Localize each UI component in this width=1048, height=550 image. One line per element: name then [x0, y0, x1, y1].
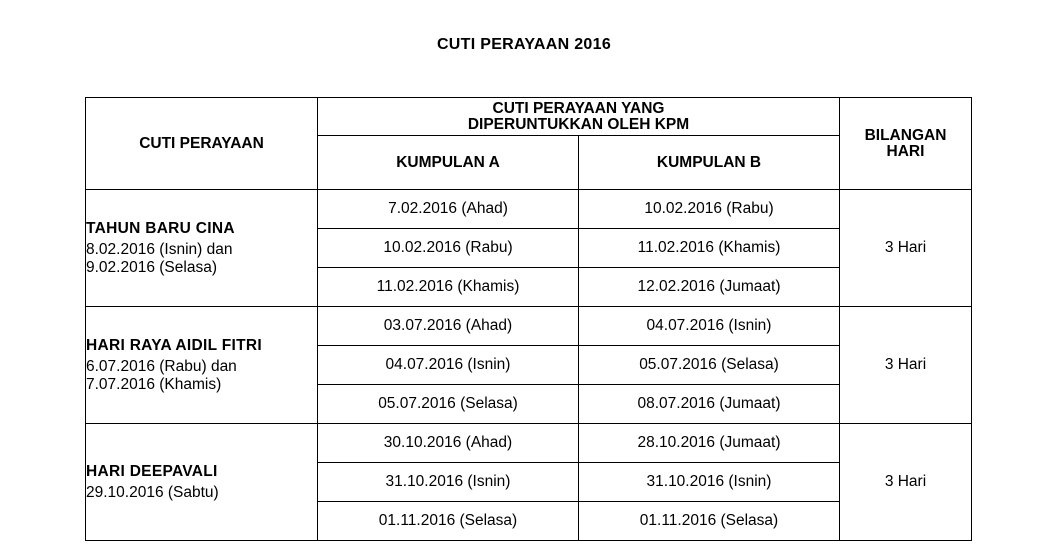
table-row [86, 190, 972, 229]
days-count: 3 Hari [840, 307, 972, 424]
group-a-date: 30.10.2016 (Ahad) [318, 424, 579, 463]
header-group-a: KUMPULAN A [318, 136, 579, 190]
table-row [86, 424, 972, 463]
header-days [840, 98, 972, 190]
group-a-date: 04.07.2016 (Isnin) [318, 346, 579, 385]
festival-date: 6.07.2016 (Rabu) dan [86, 357, 237, 375]
header-allocated [318, 98, 840, 136]
group-b-date: 28.10.2016 (Jumaat) [579, 424, 840, 463]
header-days-line1: BILANGAN [864, 126, 947, 144]
festival-cell [86, 307, 318, 424]
group-a-date: 05.07.2016 (Selasa) [318, 385, 579, 424]
group-a-date: 7.02.2016 (Ahad) [318, 190, 579, 229]
header-group-b: KUMPULAN B [579, 136, 840, 190]
group-a-date: 10.02.2016 (Rabu) [318, 229, 579, 268]
festival-cell [86, 424, 318, 541]
group-a-date: 03.07.2016 (Ahad) [318, 307, 579, 346]
group-b-date: 01.11.2016 (Selasa) [579, 502, 840, 541]
festival-date: 29.10.2016 (Sabtu) [86, 483, 219, 501]
header-festival: CUTI PERAYAAN [86, 98, 318, 190]
group-a-date: 11.02.2016 (Khamis) [318, 268, 579, 307]
festival-date: 9.02.2016 (Selasa) [86, 258, 217, 276]
document-title: CUTI PERAYAAN 2016 [436, 36, 612, 53]
group-b-date: 12.02.2016 (Jumaat) [579, 268, 840, 307]
group-b-date: 05.07.2016 (Selasa) [579, 346, 840, 385]
header-allocated-line1: CUTI PERAYAAN YANG [492, 99, 665, 117]
group-a-date: 31.10.2016 (Isnin) [318, 463, 579, 502]
days-count: 3 Hari [840, 424, 972, 541]
group-b-date: 04.07.2016 (Isnin) [579, 307, 840, 346]
group-b-date: 08.07.2016 (Jumaat) [579, 385, 840, 424]
days-count: 3 Hari [840, 190, 972, 307]
group-b-date: 31.10.2016 (Isnin) [579, 463, 840, 502]
festival-name: HARI RAYA AIDIL FITRI [86, 336, 262, 354]
holiday-table [85, 97, 972, 541]
festival-date: 7.07.2016 (Khamis) [86, 375, 222, 393]
festival-name: HARI DEEPAVALI [86, 462, 218, 480]
group-a-date: 01.11.2016 (Selasa) [318, 502, 579, 541]
festival-date: 8.02.2016 (Isnin) dan [86, 240, 233, 258]
header-allocated-line2: DIPERUNTUKKAN OLEH KPM [467, 115, 690, 133]
festival-name: TAHUN BARU CINA [86, 219, 235, 237]
header-days-line2: HARI [886, 142, 925, 160]
group-b-date: 11.02.2016 (Khamis) [579, 229, 840, 268]
group-b-date: 10.02.2016 (Rabu) [579, 190, 840, 229]
table-row [86, 307, 972, 346]
table-body [86, 190, 972, 541]
festival-cell [86, 190, 318, 307]
